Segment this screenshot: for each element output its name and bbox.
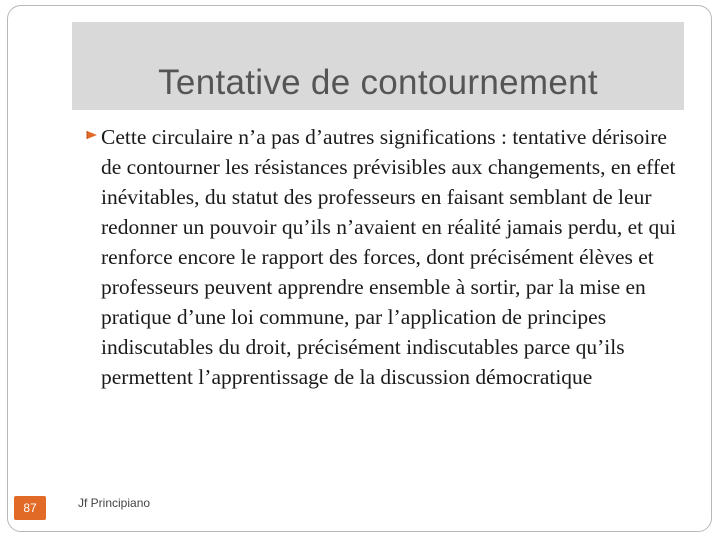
- bullet-triangle-icon: [85, 128, 99, 147]
- footer-author: Jf Principiano: [78, 496, 151, 510]
- bullet-text: Cette circulaire n’a pas d’autres significations : tentative dérisoire de contourner les résistances prévisibles aux changements, en effet inévitables, du statut des professeurs en faisant semblant de leur redonner un pouvoir qu’ils n’avaient en réalité jamais perdu, et qui renforce encore le rapport des forces, dont précisément élèves et professeurs peuvent apprendre ensemble à sortir, par la mise en pratique d’une loi commune, par l’application de principes indiscutables du droit, précisément indiscutables parce qu’ils permettent l’apprentissage de la discussion démocratique: [101, 125, 676, 389]
- page-number-badge: 87: [14, 496, 46, 520]
- slide-title: Tentative de contournement: [158, 62, 598, 102]
- content-area: [85, 122, 685, 392]
- bullet-item: [85, 122, 685, 392]
- title-bar: [72, 22, 684, 110]
